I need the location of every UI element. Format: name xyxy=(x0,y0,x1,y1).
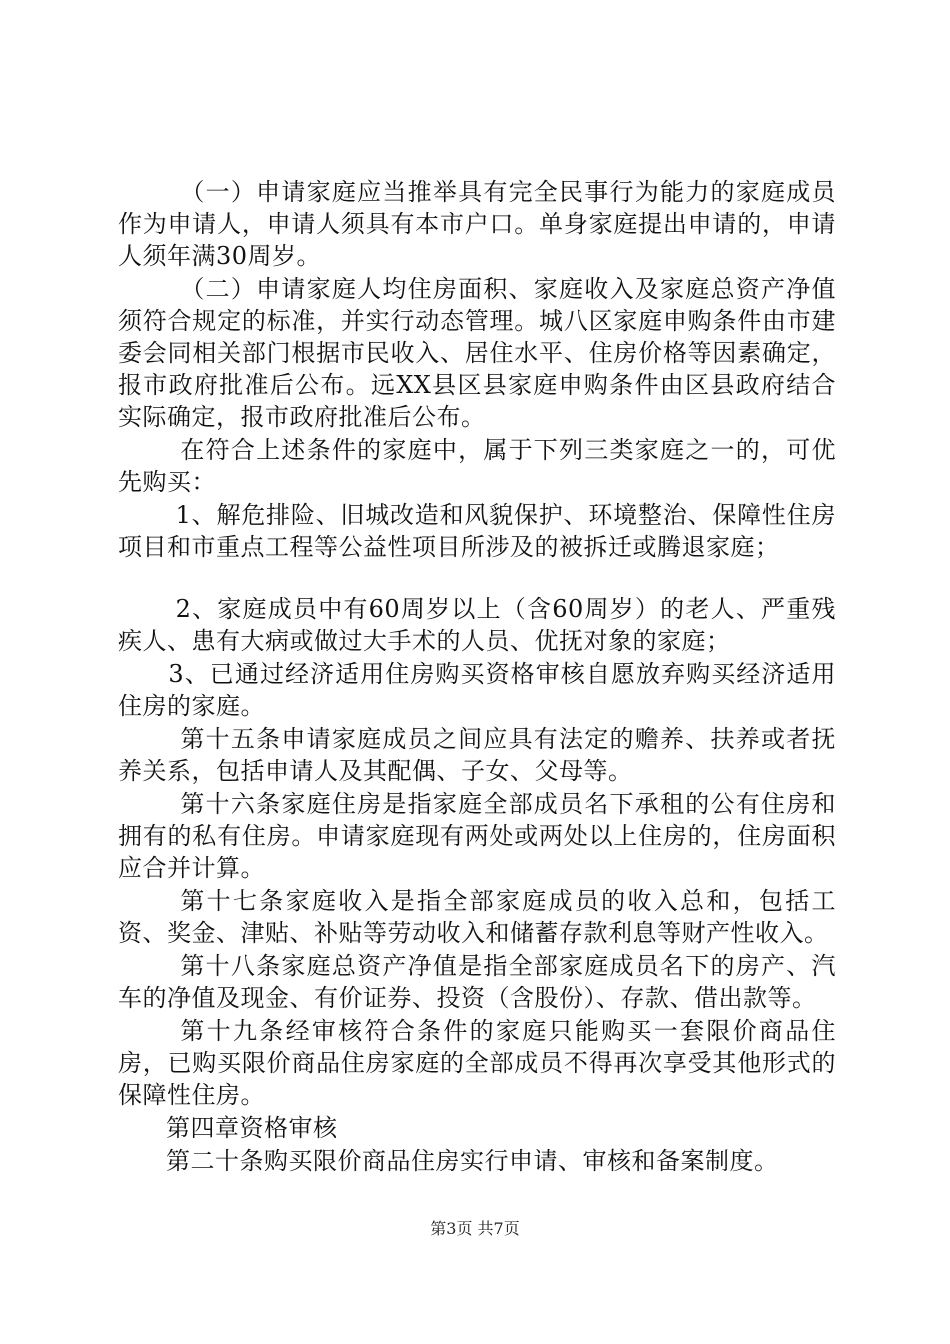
paragraph-gap xyxy=(118,564,836,593)
paragraph-article-16: 第十六条家庭住房是指家庭全部成员名下承租的公有住房和拥有的私有住房。申请家庭现有两处或两处以上住房的，住房面积应合并计算。 xyxy=(118,790,836,882)
paragraph-standards: （二）申请家庭人均住房面积、家庭收入及家庭总资产净值须符合规定的标准，并实行动态管理。城八区家庭申购条件由市建委会同相关部门根据市民收入、居住水平、住房价格等因素确定，报市政府批准后公布。远XX县区县家庭申购条件由区县政府结合实际确定，报市政府批准后公布。 xyxy=(118,275,836,431)
page-footer: 第3页 共7页 xyxy=(430,1219,520,1238)
paragraph-priority-intro: 在符合上述条件的家庭中，属于下列三类家庭之一的，可优先购买： xyxy=(118,436,836,496)
document-body xyxy=(118,176,836,1178)
paragraph-article-15: 第十五条申请家庭成员之间应具有法定的赡养、扶养或者抚养关系，包括申请人及其配偶、子女、父母等。 xyxy=(118,725,836,785)
paragraph-article-20: 第二十条购买限价商品住房实行申请、审核和备案制度。 xyxy=(166,1147,779,1175)
chapter-heading: 第四章资格审核 xyxy=(166,1114,338,1142)
paragraph-article-18: 第十八条家庭总资产净值是指全部家庭成员名下的房产、汽车的净值及现金、有价证券、投资（含股份）、存款、借出款等。 xyxy=(118,952,836,1012)
paragraph-article-17: 第十七条家庭收入是指全部家庭成员的收入总和，包括工资、奖金、津贴、补贴等劳动收入和储蓄存款利息等财产性收入。 xyxy=(118,887,836,947)
paragraph-priority-2: 2、家庭成员中有60周岁以上（含60周岁）的老人、严重残疾人、患有大病或做过大手术的人员、优抚对象的家庭； xyxy=(118,595,836,655)
paragraph-priority-3: 3、已通过经济适用住房购买资格审核自愿放弃购买经济适用住房的家庭。 xyxy=(118,660,836,720)
paragraph-article-19: 第十九条经审核符合条件的家庭只能购买一套限价商品住房，已购买限价商品住房家庭的全部成员不得再次享受其他形式的保障性住房。 xyxy=(118,1017,836,1109)
paragraph-applicant: （一）申请家庭应当推举具有完全民事行为能力的家庭成员作为申请人，申请人须具有本市户口。单身家庭提出申请的，申请人须年满30周岁。 xyxy=(118,178,836,270)
paragraph-priority-1: 1、解危排险、旧城改造和风貌保护、环境整治、保障性住房项目和市重点工程等公益性项目所涉及的被拆迁或腾退家庭； xyxy=(118,501,836,561)
